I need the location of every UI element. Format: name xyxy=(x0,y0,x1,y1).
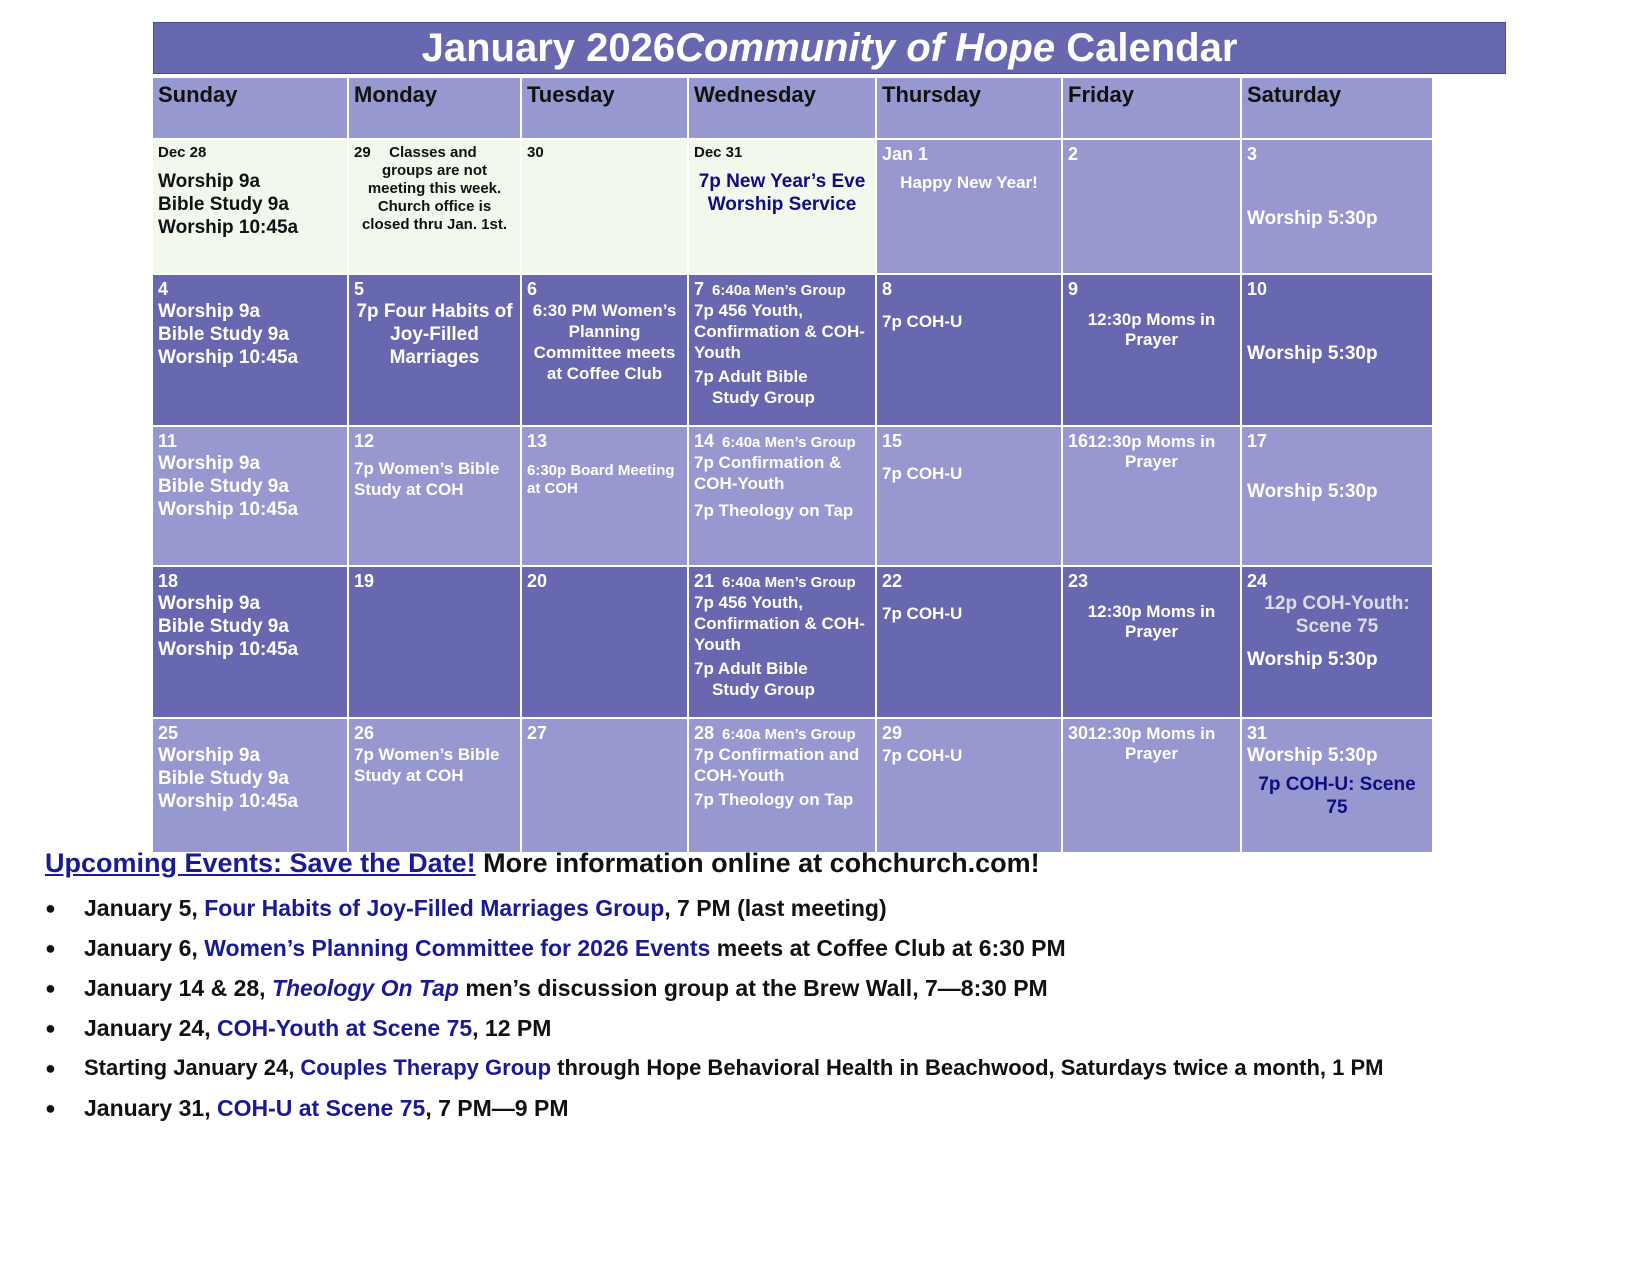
list-item: ● January 31, COH-U at Scene 75, 7 PM—9 PM xyxy=(45,1088,1645,1128)
date-label: 30 xyxy=(1068,723,1089,743)
event-mens-group: 6:40a Men’s Group xyxy=(722,574,856,591)
date-label: 21 xyxy=(694,571,715,591)
event-coh-youth-scene-75: 12p COH-Youth: Scene 75 xyxy=(1264,593,1410,637)
event-mens-group: 6:40a Men’s Group xyxy=(722,434,856,451)
calendar-title xyxy=(153,22,1506,74)
event-worship-1045: Worship 10:45a xyxy=(158,791,299,812)
week-row-4 xyxy=(152,566,1433,718)
closure-note-first: Classes and xyxy=(389,144,477,161)
day-cell-jan-21 xyxy=(688,566,876,718)
day-cell-jan-19 xyxy=(348,566,521,718)
date-label: 14 xyxy=(694,431,715,451)
week-row-5 xyxy=(152,718,1433,853)
date-label: 2 xyxy=(1068,144,1079,164)
weekday-wednesday: Wednesday xyxy=(688,77,876,139)
calendar-grid xyxy=(151,76,1434,854)
event-mens-group: 6:40a Men’s Group xyxy=(722,726,856,743)
event-bible-study: Bible Study 9a xyxy=(158,324,289,345)
list-item: ● Starting January 24, Couples Therapy Group through Hope Behavioral Health in Beachwood, Saturdays twice a month, 1 PM xyxy=(45,1048,1645,1088)
event-worship-9a: Worship 9a xyxy=(158,171,261,192)
date-label: 27 xyxy=(527,723,548,743)
list-item: ● January 14 & 28, Theology On Tap men’s discussion group at the Brew Wall, 7—8:30 PM xyxy=(45,968,1645,1008)
day-cell-jan-28 xyxy=(688,718,876,853)
event-worship-1045: Worship 10:45a xyxy=(158,639,299,660)
day-cell-jan-8 xyxy=(876,274,1062,426)
date-label: 12 xyxy=(354,431,375,451)
list-item: ● January 5, Four Habits of Joy-Filled Marriages Group, 7 PM (last meeting) xyxy=(45,888,1645,928)
day-cell-jan-29 xyxy=(876,718,1062,853)
event-worship-530: Worship 5:30p xyxy=(1247,343,1378,364)
day-cell-jan-13 xyxy=(521,426,688,566)
date-label: 18 xyxy=(158,571,179,591)
bullet-icon: ● xyxy=(45,978,56,998)
event-four-habits: 7p Four Habits of Joy-Filled Marriages xyxy=(356,301,513,368)
upcoming-events-heading xyxy=(45,848,1040,879)
day-cell-jan-3 xyxy=(1241,139,1433,274)
list-item: ● January 6, Women’s Planning Committee for 2026 Events meets at Coffee Club at 6:30 PM xyxy=(45,928,1645,968)
day-cell-jan-23 xyxy=(1062,566,1241,718)
event-adult-bible-cont: Study Group xyxy=(712,680,815,699)
date-label: 8 xyxy=(882,279,893,299)
date-label: 19 xyxy=(354,571,375,591)
weekday-thursday: Thursday xyxy=(876,77,1062,139)
event-coh-u-scene-75: 7p COH-U: Scene 75 xyxy=(1258,774,1416,818)
event-moms-in-prayer: 12:30p Moms in Prayer xyxy=(1087,724,1216,763)
week-row-1 xyxy=(152,139,1433,274)
event-worship-1045: Worship 10:45a xyxy=(158,499,299,520)
date-label: 20 xyxy=(527,571,548,591)
event-worship-530: Worship 5:30p xyxy=(1247,649,1378,670)
bullet-icon: ● xyxy=(45,938,56,958)
event-board-meeting: 6:30p Board Meeting at COH xyxy=(527,462,675,497)
event-coh-u: 7p COH-U xyxy=(882,746,963,765)
day-cell-dec-31 xyxy=(688,139,876,274)
save-the-date-label: Upcoming Events: Save the Date! xyxy=(45,848,476,878)
bullet-icon: ● xyxy=(45,1098,56,1118)
day-cell-jan-20 xyxy=(521,566,688,718)
day-cell-jan-11 xyxy=(152,426,348,566)
title-month: January 2026 xyxy=(421,26,676,70)
day-cell-jan-2 xyxy=(1062,139,1241,274)
week-row-2 xyxy=(152,274,1433,426)
date-label: Jan 1 xyxy=(882,144,929,164)
event-bible-study: Bible Study 9a xyxy=(158,194,289,215)
bullet-icon: ● xyxy=(45,898,56,918)
event-highlight: COH-U at Scene 75 xyxy=(216,1095,426,1121)
day-cell-jan-25 xyxy=(152,718,348,853)
week-row-3 xyxy=(152,426,1433,566)
weekday-header-row xyxy=(152,77,1433,139)
event-moms-in-prayer: 12:30p Moms in Prayer xyxy=(1087,310,1216,349)
event-worship-1045: Worship 10:45a xyxy=(158,347,299,368)
date-label: Dec 31 xyxy=(694,144,743,161)
day-cell-jan-7 xyxy=(688,274,876,426)
event-worship-9a: Worship 9a xyxy=(158,745,261,766)
event-adult-bible: 7p Adult Bible xyxy=(694,367,808,386)
day-cell-jan-4 xyxy=(152,274,348,426)
weekday-saturday: Saturday xyxy=(1241,77,1433,139)
day-cell-jan-15 xyxy=(876,426,1062,566)
date-label: 6 xyxy=(527,279,538,299)
event-worship-530: Worship 5:30p xyxy=(1247,208,1378,229)
day-cell-jan-10 xyxy=(1241,274,1433,426)
event-bible-study: Bible Study 9a xyxy=(158,476,289,497)
weekday-tuesday: Tuesday xyxy=(521,77,688,139)
day-cell-jan-27 xyxy=(521,718,688,853)
date-label: 3 xyxy=(1247,144,1258,164)
day-cell-jan-1 xyxy=(876,139,1062,274)
date-label: 9 xyxy=(1068,279,1079,299)
date-label: 24 xyxy=(1247,571,1268,591)
day-cell-jan-14 xyxy=(688,426,876,566)
event-bible-study: Bible Study 9a xyxy=(158,616,289,637)
event-theology-on-tap: 7p Theology on Tap xyxy=(694,501,854,520)
event-adult-bible: 7p Adult Bible xyxy=(694,659,808,678)
date-label: 17 xyxy=(1247,431,1268,451)
event-womens-bible-study: 7p Women’s Bible Study at COH xyxy=(354,459,500,499)
upcoming-events-list xyxy=(45,888,1645,1128)
day-cell-jan-17 xyxy=(1241,426,1433,566)
day-cell-jan-22 xyxy=(876,566,1062,718)
event-womens-planning: 6:30 PM Women’s Planning Committee meets at Coffee Club xyxy=(532,301,677,383)
date-label: 10 xyxy=(1247,279,1268,299)
day-cell-jan-5 xyxy=(348,274,521,426)
date-label: 4 xyxy=(158,279,169,299)
title-church: Community of Hope xyxy=(675,26,1056,70)
event-highlight: Four Habits of Joy-Filled Marriages Group xyxy=(204,895,665,921)
event-coh-u: 7p COH-U xyxy=(882,312,963,331)
date-label: 22 xyxy=(882,571,903,591)
event-bible-study: Bible Study 9a xyxy=(158,768,289,789)
date-label: 5 xyxy=(354,279,365,299)
weekday-sunday: Sunday xyxy=(152,77,348,139)
date-label: 7 xyxy=(694,279,705,299)
date-label: 13 xyxy=(527,431,548,451)
day-cell-jan-18 xyxy=(152,566,348,718)
event-coh-u: 7p COH-U xyxy=(882,604,963,623)
day-cell-jan-26 xyxy=(348,718,521,853)
event-theology-on-tap: 7p Theology on Tap xyxy=(694,790,854,809)
event-womens-bible-study: 7p Women’s Bible Study at COH xyxy=(354,745,500,785)
event-worship-9a: Worship 9a xyxy=(158,301,261,322)
date-label: 29 xyxy=(354,144,371,161)
date-label: Dec 28 xyxy=(158,144,207,161)
event-confirmation-youth: 7p Confirmation and COH-Youth xyxy=(694,745,860,785)
event-confirmation-youth: 7p Confirmation & COH-Youth xyxy=(694,453,842,493)
event-worship-9a: Worship 9a xyxy=(158,593,261,614)
date-label: 31 xyxy=(1247,723,1268,743)
event-worship-530: Worship 5:30p xyxy=(1247,481,1378,502)
event-youth-confirmation: 7p 456 Youth, Confirmation & COH-Youth xyxy=(694,301,865,362)
day-cell-jan-9 xyxy=(1062,274,1241,426)
weekday-monday: Monday xyxy=(348,77,521,139)
day-cell-jan-16 xyxy=(1062,426,1241,566)
date-label: 11 xyxy=(158,431,178,451)
more-info-text: More information online at cohchurch.com! xyxy=(475,848,1040,878)
closure-note: groups are not meeting this week. Church office is closed thru Jan. 1st. xyxy=(361,162,508,233)
day-cell-jan-30 xyxy=(1062,718,1241,853)
title-calendar: Calendar xyxy=(1055,26,1238,70)
bullet-icon: ● xyxy=(45,1018,56,1038)
day-cell-jan-12 xyxy=(348,426,521,566)
event-worship-9a: Worship 9a xyxy=(158,453,261,474)
day-cell-dec-30 xyxy=(521,139,688,274)
weekday-friday: Friday xyxy=(1062,77,1241,139)
event-coh-u: 7p COH-U xyxy=(882,464,963,483)
date-label: 28 xyxy=(694,723,715,743)
event-moms-in-prayer: 12:30p Moms in Prayer xyxy=(1087,432,1216,471)
date-label: 25 xyxy=(158,723,179,743)
date-label: 16 xyxy=(1068,431,1089,451)
date-label: 15 xyxy=(882,431,903,451)
day-cell-jan-24 xyxy=(1241,566,1433,718)
bullet-icon: ● xyxy=(45,1058,56,1078)
event-highlight: Theology On Tap xyxy=(271,975,459,1001)
date-label: 30 xyxy=(527,144,544,161)
day-cell-dec-29 xyxy=(348,139,521,274)
event-mens-group: 6:40a Men’s Group xyxy=(712,282,846,299)
date-label: 23 xyxy=(1068,571,1089,591)
event-moms-in-prayer: 12:30p Moms in Prayer xyxy=(1087,602,1216,641)
day-cell-jan-31 xyxy=(1241,718,1433,853)
list-item: ● January 24, COH-Youth at Scene 75, 12 PM xyxy=(45,1008,1645,1048)
event-highlight: Women’s Planning Committee for 2026 Events xyxy=(204,935,711,961)
date-label: 29 xyxy=(882,723,903,743)
event-happy-new-year: Happy New Year! xyxy=(900,173,1038,192)
event-new-years-eve-worship: 7p New Year’s Eve Worship Service xyxy=(698,171,866,215)
event-youth-confirmation: 7p 456 Youth, Confirmation & COH-Youth xyxy=(694,593,865,654)
event-adult-bible-cont: Study Group xyxy=(712,388,815,407)
event-highlight: Couples Therapy Group xyxy=(300,1055,552,1080)
event-highlight: COH-Youth at Scene 75 xyxy=(216,1015,473,1041)
day-cell-jan-6 xyxy=(521,274,688,426)
event-worship-530: Worship 5:30p xyxy=(1247,745,1378,766)
event-worship-1045: Worship 10:45a xyxy=(158,217,299,238)
date-label: 26 xyxy=(354,723,375,743)
day-cell-dec-28 xyxy=(152,139,348,274)
